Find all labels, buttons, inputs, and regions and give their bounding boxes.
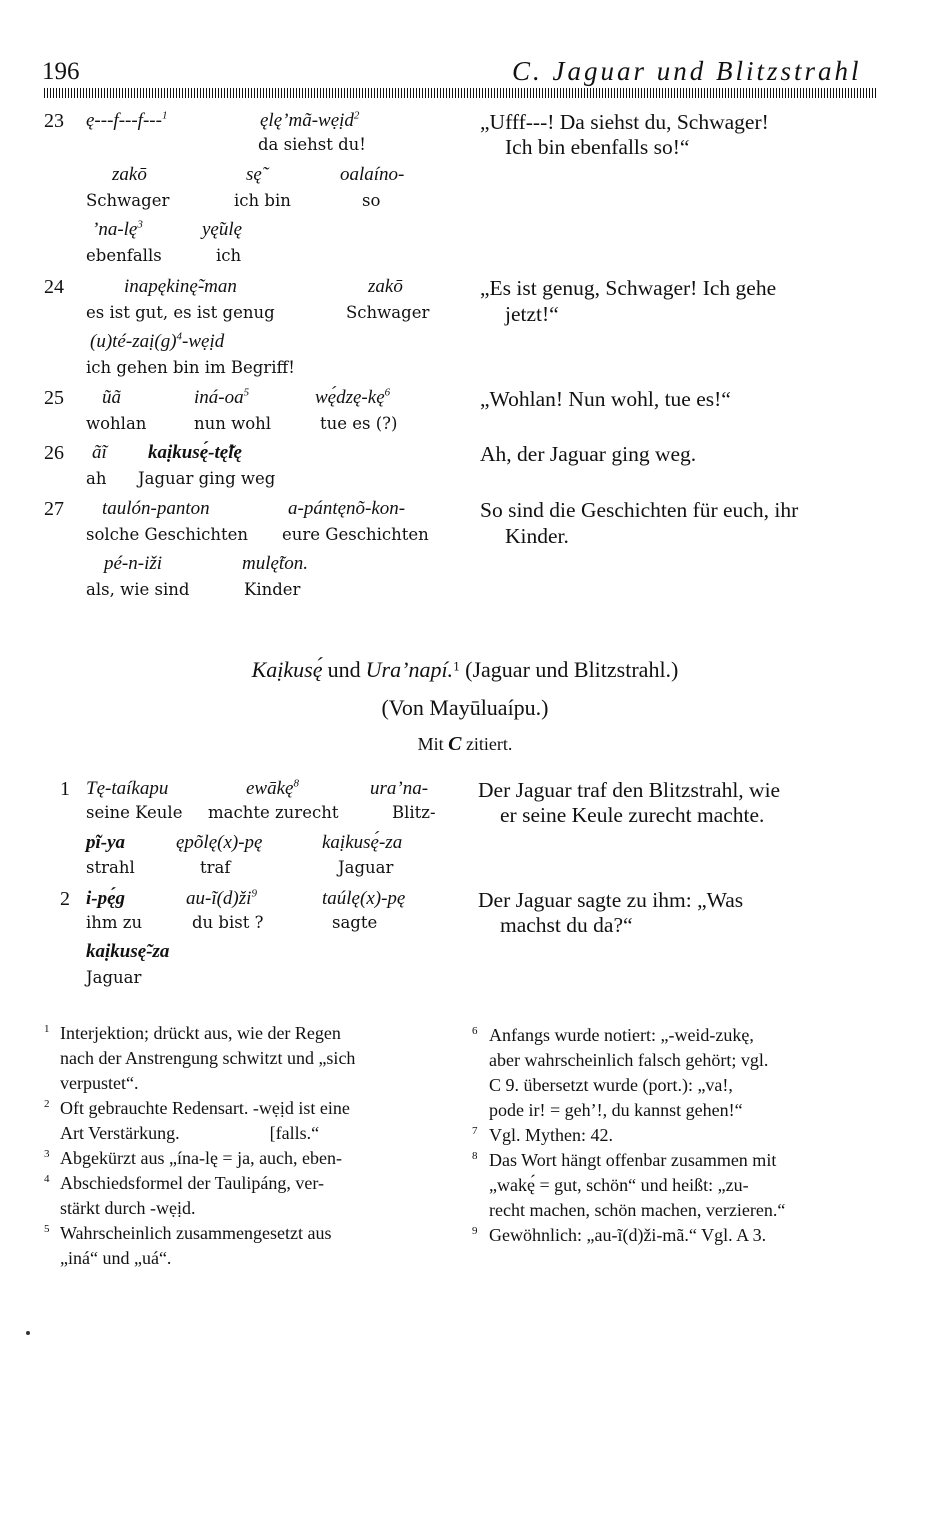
native-word: ęlę’mã-wẹịd$^2$ [260, 109, 360, 131]
stray-mark [26, 1331, 30, 1335]
translation-line: Ah, der Jaguar ging weg. [480, 442, 697, 466]
footnote-line: Anfangs wurde notiert: „-weid-zukę, [489, 1025, 754, 1045]
footnote-line: Abschiedsformel der Taulipáng, ver- [60, 1173, 324, 1193]
gloss: eure Geschichten [282, 525, 429, 544]
footnote-line: „wakę́ = gut, schön“ und heißt: „zu- [489, 1175, 749, 1195]
native-word: taulón-panton [102, 498, 210, 519]
native-word: mulę̃ton. [242, 553, 308, 574]
native-word: pĩ-ya [86, 832, 126, 853]
gloss: so [362, 191, 381, 210]
gloss: ebenfalls [86, 246, 162, 265]
gloss: Schwager [346, 303, 430, 322]
gloss: solche Geschichten [86, 525, 249, 544]
native-word: $au-ĩ(d)ži^9$ [186, 887, 257, 909]
gloss: traf [200, 858, 231, 877]
gloss: ah [86, 469, 107, 488]
footnote-line: verpustet“. [60, 1073, 139, 1093]
running-title: C. Jaguar und Blitzstrahl [512, 56, 862, 86]
page-number: 196 [42, 58, 80, 85]
footnote: 1 [44, 1023, 50, 1035]
native-word: ãĩ [92, 442, 107, 463]
translation-line: Der Jaguar traf den Blitzstrahl, wie [478, 778, 781, 802]
native-word: $wę́dzę-kę^6$ [315, 386, 391, 408]
gloss: ich gehen bin im Begriff! [86, 358, 295, 377]
line-number: 26 [44, 442, 64, 464]
footnote: 9 [472, 1225, 478, 1237]
native-word: iná-$oa^5$ [194, 386, 250, 408]
footnote: 7 [472, 1125, 478, 1137]
native-word: zakō [368, 276, 403, 297]
footnote-line: C 9. übersetzt wurde (port.): „va!, [489, 1075, 733, 1095]
line-number: 23 [44, 110, 64, 132]
story-subtitle: (Von Mayūluaípu.) [381, 695, 549, 720]
native-word: ępõlę(x)-pę [176, 832, 263, 853]
gloss: ich [216, 246, 242, 265]
native-word: yę̃ulę [202, 219, 243, 240]
gloss: Kinder [244, 580, 301, 599]
footnote-line: Oft gebrauchte Redensart. -wẹịd ist eine [60, 1098, 350, 1118]
native-word: Tę-taíkapu [86, 778, 169, 799]
gloss: machte zurecht [208, 803, 339, 822]
gloss: als, wie sind [86, 580, 190, 599]
translation-line: „Es ist genug, Schwager! Ich gehe [480, 276, 777, 300]
gloss: ihm zu [86, 913, 143, 932]
translation-line: machst du da?“ [500, 913, 633, 937]
footnote-line: Abgekürzt aus „ína-lę = ja, auch, eben- [60, 1148, 343, 1168]
footnote: 2 [44, 1098, 50, 1110]
native-word: $(u)té-zaị(g)^4$-wẹịd [90, 330, 225, 352]
translation-line: So sind die Geschichten für euch, ihr [480, 498, 799, 522]
translation-line: „Wohlan! Nun wohl, tue es!“ [480, 387, 731, 411]
gloss: Blitz- [392, 803, 436, 822]
native-word: i-pę́g [86, 888, 126, 909]
footnote-line: nach der Anstrengung schwitzt und „sich [60, 1048, 356, 1068]
line-number: 24 [44, 276, 64, 298]
native-word: ũã [102, 387, 121, 408]
gloss: Jaguar [338, 858, 394, 877]
line-number: 25 [44, 387, 64, 409]
native-word: inapękinę̃-man [124, 276, 237, 297]
gloss: ich bin [234, 191, 291, 210]
native-word: taúlę(x)-pę [322, 888, 406, 909]
gloss: Jaguar ging weg [138, 469, 276, 488]
footnote: 6 [472, 1025, 478, 1037]
gloss: Schwager [86, 191, 170, 210]
gloss: tue es (?) [320, 414, 398, 433]
native-word: kaịkusę̃-za [86, 941, 170, 962]
footnote: 3 [44, 1148, 50, 1160]
footnote: 8 [472, 1150, 478, 1162]
native-word: ę---f---f---$^1$ [86, 109, 168, 131]
gloss: Jaguar [86, 968, 142, 987]
gloss: es ist gut, es ist genug [86, 303, 275, 322]
translation-line: „Ufff---! Da siehst du, Schwager! [480, 110, 769, 134]
translation-line: Der Jaguar sagte zu ihm: „Was [478, 888, 744, 912]
footnote-line: Wahrscheinlich zusammengesetzt aus [60, 1223, 332, 1243]
native-word: oalaíno- [340, 164, 405, 185]
footnote-line: Interjektion; drückt aus, wie der Regen [60, 1023, 341, 1043]
native-word: zakō [112, 164, 147, 185]
footnote-line: aber wahrscheinlich falsch gehört; vgl. [489, 1050, 769, 1070]
footnote: 5 [44, 1223, 50, 1235]
gloss: du bist ? [192, 913, 264, 932]
native-word: kaịkusę́-tę̃lę [148, 442, 242, 463]
native-word: $’na-lę^3$ [92, 218, 143, 240]
line-number: 2 [60, 888, 70, 910]
footnote-line: „iná“ und „uá“. [60, 1248, 172, 1268]
translation-line: er seine Keule zurecht machte. [500, 803, 765, 827]
story-title: Kaịkusę́ und Ura’napí.$^1$ (Jaguar und Blitzstrahl.) [251, 657, 679, 682]
footnote-line: pode ir! = geh’!, du kannst gehen!“ [489, 1100, 743, 1120]
footnote: 4 [44, 1173, 50, 1185]
line-number: 27 [44, 498, 64, 520]
header-rule [44, 88, 877, 98]
native-word: ura’na- [370, 778, 429, 799]
gloss: strahl [86, 858, 135, 877]
footnote-line: Vgl. Mythen: 42. [489, 1125, 613, 1145]
gloss: da siehst du! [258, 135, 366, 154]
line-number: 1 [60, 778, 70, 800]
footnote-line: stärkt durch -wẹịd. [60, 1198, 196, 1218]
gloss: seine Keule [86, 803, 183, 822]
translation-line: Ich bin ebenfalls so!“ [505, 135, 690, 159]
native-word: pé-n-iži [104, 553, 163, 574]
native-word: ewākę$^8$ [246, 777, 299, 799]
gloss: sagte [332, 913, 378, 932]
footnote-line: Das Wort hängt offenbar zusammen mit [489, 1150, 777, 1170]
translation-line: Kinder. [505, 524, 569, 548]
footnote-line: Art Verstärkung. [falls.“ [60, 1123, 320, 1143]
footnote-line: recht machen, schön machen, verzieren.“ [489, 1200, 786, 1220]
story-note: Mit C zitiert. [417, 733, 513, 755]
footnote-line: Gewöhnlich: „au-ĩ(d)ži-mã.“ Vgl. A 3. [489, 1225, 767, 1245]
gloss: nun wohl [194, 414, 272, 433]
native-word: a-pántęnõ-kon- [288, 498, 406, 519]
gloss: wohlan [86, 414, 147, 433]
translation-line: jetzt!“ [505, 302, 559, 326]
native-word: sę̃ [246, 164, 262, 185]
native-word: kaịkusę́-za [322, 832, 403, 853]
